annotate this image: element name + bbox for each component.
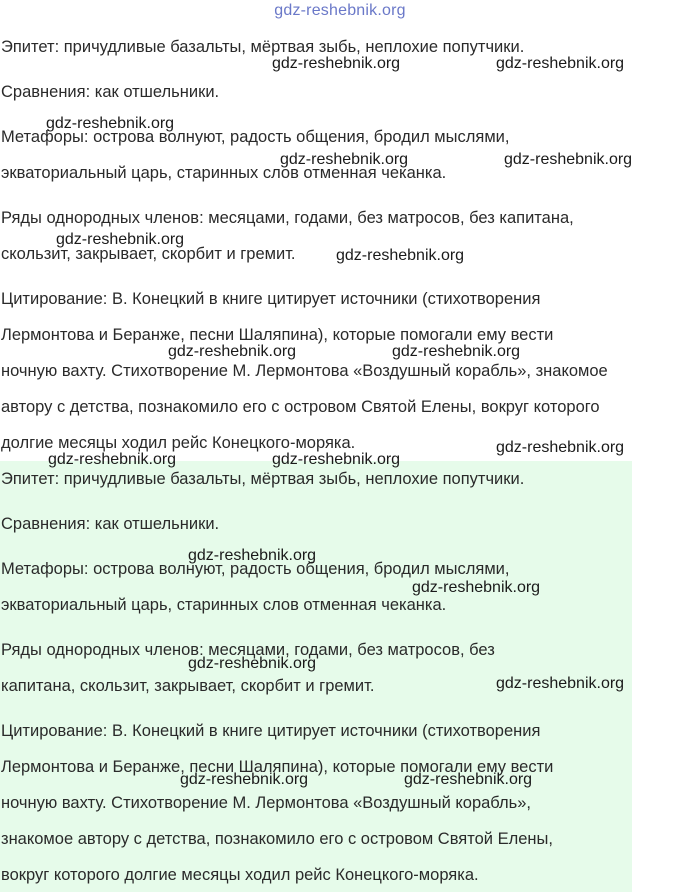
metaphors-line-1: Метафоры: острова волнуют, радость общения, бродил мыслями, xyxy=(1,128,510,146)
watermark: gdz-reshebnik.org xyxy=(496,55,625,72)
citation-line-2: Лермонтова и Беранже, песни Шаляпина), которые помогали ему вести xyxy=(1,758,554,776)
homogeneous-line-2: скользит, закрывает, скорбит и гремит. xyxy=(1,245,296,263)
watermark: gdz-reshebnik.org xyxy=(168,343,297,360)
citation-line-1: Цитирование: В. Конецкий в книге цитирует источники (стихотворения xyxy=(1,290,541,308)
watermark: gdz-reshebnik.org xyxy=(272,451,401,468)
epithet-line: Эпитет: причудливые базальты, мёртвая зыбь, неплохие попутчики. xyxy=(1,38,525,56)
watermark: gdz-reshebnik.org xyxy=(280,151,409,168)
watermark: gdz-reshebnik.org xyxy=(56,231,185,248)
watermark: gdz-reshebnik.org xyxy=(188,547,317,564)
watermark: gdz-reshebnik.org xyxy=(48,451,177,468)
citation-line-3: ночную вахту. Стихотворение М. Лермонтова «Воздушный корабль», xyxy=(1,794,532,812)
homogeneous-line-1: Ряды однородных членов: месяцами, годами, без матросов, без xyxy=(1,641,495,659)
watermark: gdz-reshebnik.org xyxy=(272,55,401,72)
watermark: gdz-reshebnik.org xyxy=(504,151,633,168)
comparison-line: Сравнения: как отшельники. xyxy=(1,83,220,101)
citation-line-4: знакомое автору с детства, познакомило его с островом Святой Елены, xyxy=(1,830,553,848)
citation-line-4: автору с детства, познакомило его с островом Святой Елены, вокруг которого xyxy=(1,398,600,416)
homogeneous-line-2: капитана, скользит, закрывает, скорбит и гремит. xyxy=(1,677,375,695)
comparison-line: Сравнения: как отшельники. xyxy=(1,515,220,533)
watermark: gdz-reshebnik.org xyxy=(188,655,317,672)
watermark: gdz-reshebnik.org xyxy=(496,439,625,456)
citation-line-5: вокруг которого долгие месяцы ходил рейс Конецкого-моряка. xyxy=(1,866,479,884)
watermark: gdz-reshebnik.org xyxy=(404,771,533,788)
homogeneous-line-1: Ряды однородных членов: месяцами, годами, без матросов, без капитана, xyxy=(1,209,574,227)
watermark: gdz-reshebnik.org xyxy=(46,115,175,132)
site-header-link[interactable]: gdz-reshebnik.org xyxy=(274,2,406,19)
watermark: gdz-reshebnik.org xyxy=(336,247,465,264)
watermark: gdz-reshebnik.org xyxy=(180,771,309,788)
citation-line-2: Лермонтова и Беранже, песни Шаляпина), которые помогали ему вести xyxy=(1,326,554,344)
metaphors-line-2: экваториальный царь, старинных слов отменная чеканка. xyxy=(1,596,447,614)
watermark: gdz-reshebnik.org xyxy=(496,675,625,692)
citation-line-1: Цитирование: В. Конецкий в книге цитирует источники (стихотворения xyxy=(1,722,541,740)
citation-line-5: долгие месяцы ходил рейс Конецкого-моряка. xyxy=(1,434,356,452)
watermark: gdz-reshebnik.org xyxy=(412,579,541,596)
epithet-line: Эпитет: причудливые базальты, мёртвая зыбь, неплохие попутчики. xyxy=(1,470,525,488)
citation-line-3: ночную вахту. Стихотворение М. Лермонтова «Воздушный корабль», знакомое xyxy=(1,362,608,380)
metaphors-line-2: экваториальный царь, старинных слов отменная чеканка. xyxy=(1,164,447,182)
metaphors-line-1: Метафоры: острова волнуют, радость общения, бродил мыслями, xyxy=(1,560,510,578)
watermark: gdz-reshebnik.org xyxy=(392,343,521,360)
